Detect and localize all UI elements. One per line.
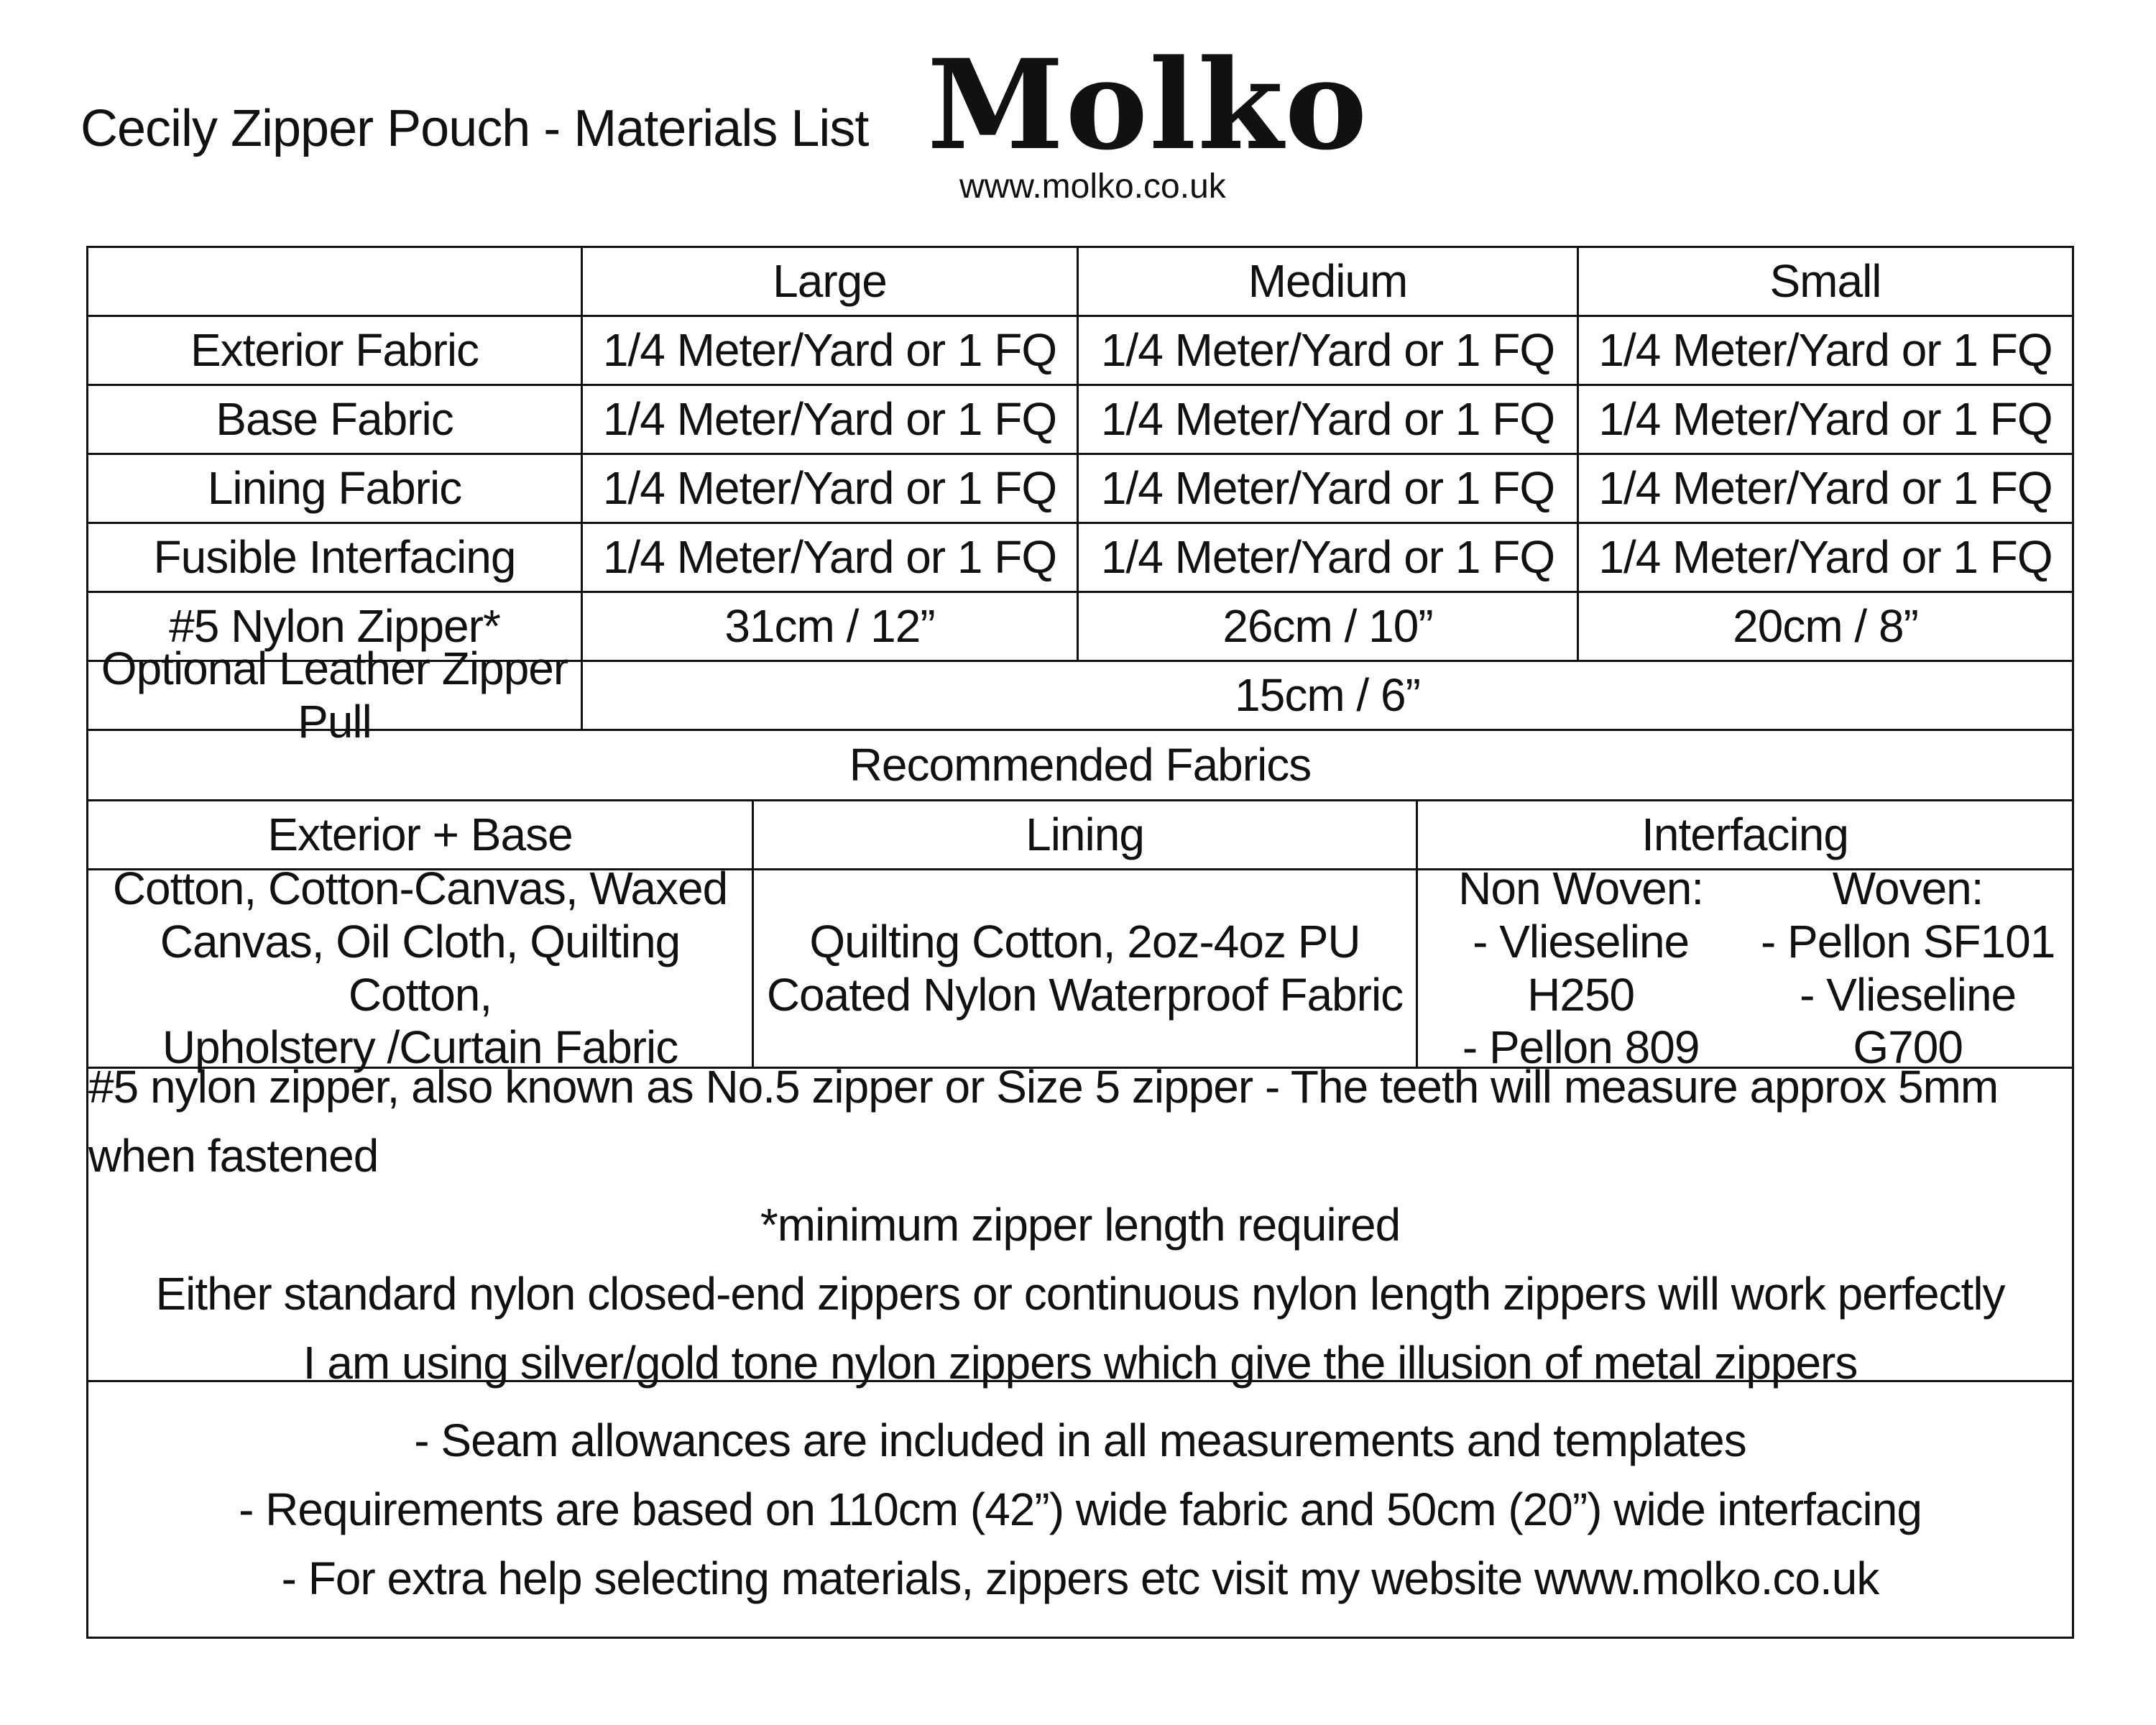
table-cell: 1/4 Meter/Yard or 1 FQ [583, 455, 1079, 524]
note-line: Either standard nylon closed-end zippers or continuous nylon length zippers will work perfectly [155, 1267, 2005, 1320]
column-header-lining: Lining [754, 801, 1418, 870]
table-cell: 1/4 Meter/Yard or 1 FQ [583, 386, 1079, 455]
general-notes [88, 1382, 2072, 1637]
non-woven-list [1418, 862, 1743, 1074]
column-header-medium: Medium [1079, 248, 1579, 317]
list-item: - Vlieseline G700 [1800, 968, 2017, 1074]
table-cell: 1/4 Meter/Yard or 1 FQ [1579, 317, 2072, 386]
woven-heading: Woven: [1832, 862, 1984, 915]
column-header-exterior-base: Exterior + Base [88, 801, 754, 870]
non-woven-heading: Non Woven: [1458, 862, 1704, 915]
leather-pull-value: 15cm / 6” [583, 662, 2072, 731]
table-cell: 26cm / 10” [1079, 593, 1579, 662]
note-line: - For extra help selecting materials, zippers etc visit my website www.molko.co.uk [281, 1552, 1879, 1604]
note-line: - Seam allowances are included in all measurements and templates [414, 1414, 1746, 1466]
row-label-leather-zipper-pull: Optional Leather Zipper Pull [88, 662, 583, 731]
table-cell: 1/4 Meter/Yard or 1 FQ [1579, 455, 2072, 524]
website-link[interactable]: www.molko.co.uk [959, 167, 1226, 206]
table-cell: 1/4 Meter/Yard or 1 FQ [1079, 386, 1579, 455]
column-header-small: Small [1579, 248, 2072, 317]
table-cell: 1/4 Meter/Yard or 1 FQ [583, 317, 1079, 386]
exterior-line: Upholstery /Curtain Fabric [162, 1021, 678, 1074]
row-label-nylon-zipper: #5 Nylon Zipper* [88, 593, 583, 662]
recommended-fabrics-heading: Recommended Fabrics [88, 731, 2072, 801]
row-label-fusible-interfacing: Fusible Interfacing [88, 524, 583, 593]
note-line: #5 nylon zipper, also known as No.5 zipper or Size 5 zipper - The teeth will measure approx 5mm when fastened [88, 1060, 1999, 1182]
zipper-notes [88, 1060, 2072, 1389]
row-label-base-fabric: Base Fabric [88, 386, 583, 455]
table-cell: 1/4 Meter/Yard or 1 FQ [1579, 386, 2072, 455]
note-line: - Requirements are based on 110cm (42”) wide fabric and 50cm (20”) wide interfacing [239, 1484, 1922, 1535]
note-line: I am using silver/gold tone nylon zippers which give the illusion of metal zippers [303, 1336, 1858, 1389]
table-cell: 31cm / 12” [583, 593, 1079, 662]
exterior-base-fabrics [88, 862, 754, 1074]
list-item: - Pellon 809 [1462, 1021, 1700, 1074]
row-label-lining-fabric: Lining Fabric [88, 455, 583, 524]
table-cell: 20cm / 8” [1579, 593, 2072, 662]
table-cell: 1/4 Meter/Yard or 1 FQ [1079, 455, 1579, 524]
table-cell: 1/4 Meter/Yard or 1 FQ [1579, 524, 2072, 593]
table-cell: 1/4 Meter/Yard or 1 FQ [1079, 317, 1579, 386]
note-line: *minimum zipper length required [760, 1198, 1401, 1251]
lining-line: Coated Nylon Waterproof Fabric [766, 968, 1404, 1021]
table-cell: 1/4 Meter/Yard or 1 FQ [583, 524, 1079, 593]
column-header-interfacing: Interfacing [1418, 801, 2072, 870]
interfacing-options [1418, 862, 2072, 1074]
row-label-exterior-fabric: Exterior Fabric [88, 317, 583, 386]
table-header-blank [88, 248, 583, 317]
woven-list [1743, 862, 2072, 1074]
column-header-large: Large [583, 248, 1079, 317]
exterior-line: Cotton, Cotton-Canvas, Waxed [112, 862, 728, 915]
page-title: Cecily Zipper Pouch - Materials List [80, 100, 869, 157]
list-item: - Pellon SF101 [1760, 915, 2055, 967]
exterior-line: Canvas, Oil Cloth, Quilting Cotton, [160, 915, 681, 1021]
lining-fabrics [754, 870, 1418, 1069]
molko-logo: Molko [927, 32, 1369, 178]
table-cell: 1/4 Meter/Yard or 1 FQ [1079, 524, 1579, 593]
materials-sheet [86, 246, 2074, 1639]
list-item: - Vlieseline H250 [1473, 915, 1690, 1021]
lining-line: Quilting Cotton, 2oz-4oz PU [809, 915, 1360, 967]
